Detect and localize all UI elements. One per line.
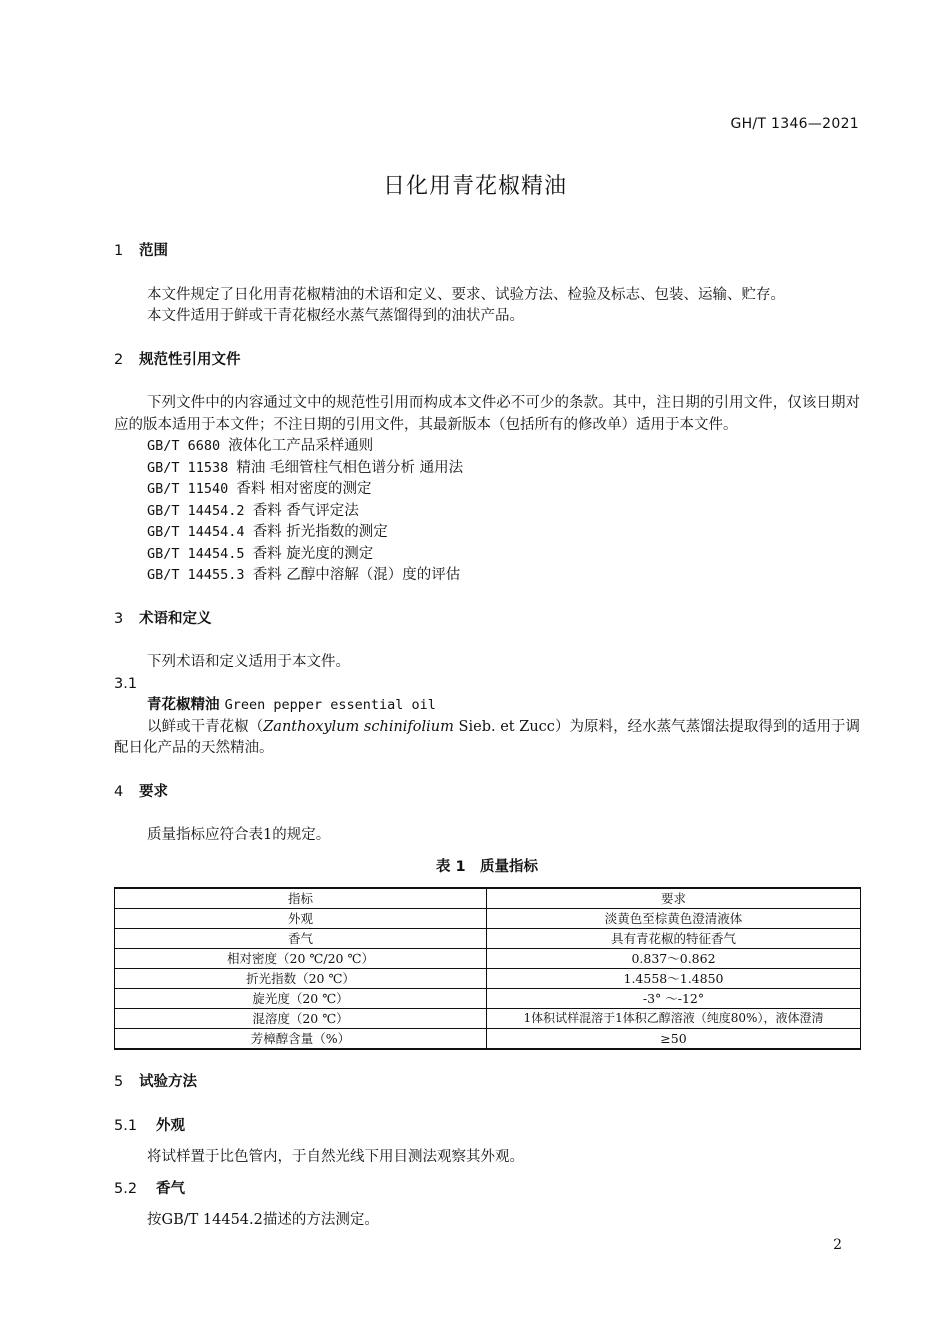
page-number: 2: [833, 1237, 842, 1253]
table-cell: 1.4558～1.4850: [487, 969, 861, 989]
quality-table: [114, 887, 861, 1050]
section-3-heading: [114, 609, 860, 631]
term-english: Green pepper essential oil: [224, 697, 436, 713]
section-1-heading: [114, 241, 860, 263]
table-cell: 芳樟醇含量（%）: [115, 1029, 487, 1050]
table-row: [115, 1009, 861, 1029]
section-2-heading: [114, 350, 860, 372]
standard-code: GH/T 1346—2021: [730, 116, 859, 132]
section-title: 要求: [139, 783, 168, 800]
reference-item: [114, 479, 860, 501]
section-4-heading: [114, 782, 860, 804]
table-row: [115, 1029, 861, 1050]
reference-item: [114, 565, 860, 587]
paragraph: 将试样置于比色管内，于自然光线下用目测法观察其外观。: [147, 1149, 524, 1165]
table-cell: 外观: [115, 909, 487, 929]
column-header: 指标: [115, 888, 487, 909]
reference-code: GB/T 14455.3: [147, 567, 245, 583]
section-title: 试验方法: [139, 1074, 197, 1090]
section-number: 1: [114, 243, 124, 259]
table-cell: 混溶度（20 ℃）: [115, 1009, 487, 1029]
table-row: [115, 929, 861, 949]
table-row: [115, 949, 861, 969]
subsection-5-2-heading: [114, 1179, 860, 1201]
subsection-5-1-heading: [114, 1116, 860, 1138]
reference-item: [114, 501, 860, 523]
section-number: 5: [114, 1074, 124, 1090]
subsection-number: 5.1: [114, 1117, 138, 1134]
document-body: [114, 241, 860, 1232]
table-cell: 旋光度（20 ℃）: [115, 989, 487, 1009]
table-cell: 相对密度（20 ℃/20 ℃）: [115, 949, 487, 969]
table-cell: 香气: [115, 929, 487, 949]
latin-name: Zanthoxylum schinifolium: [263, 718, 454, 735]
reference-item: [114, 544, 860, 566]
table-cell: 0.837～0.862: [487, 949, 861, 969]
reference-code: GB/T 6680: [147, 438, 221, 454]
reference-code: GB/T 11540: [147, 481, 229, 497]
table-cell: 淡黄色至棕黄色澄清液体: [487, 909, 861, 929]
table-cell: ≥50: [487, 1029, 861, 1050]
table-caption: 表 1 质量指标: [435, 858, 539, 875]
table-cell: 折光指数（20 ℃）: [115, 969, 487, 989]
reference-code: GB/T 11538: [147, 459, 229, 476]
paragraph: 按GB/T 14454.2描述的方法测定。: [147, 1212, 379, 1228]
reference-code: GB/T 14454.2: [147, 502, 245, 519]
subsection-title: 香气: [156, 1180, 185, 1197]
section-title: 范围: [139, 243, 168, 259]
table-row: [115, 989, 861, 1009]
table-cell: 1体积试样混溶于1体积乙醇溶液（纯度80%），液体澄清: [487, 1009, 861, 1029]
table-row: [115, 909, 861, 929]
section-number: 4: [114, 783, 124, 800]
reference-code: GB/T 14454.5: [147, 545, 245, 562]
section-number: 2: [114, 351, 124, 368]
reference-title: 香料 香气评定法: [252, 502, 359, 519]
paragraph: 下列术语和定义适用于本文件。: [147, 654, 350, 670]
column-header: 要求: [487, 888, 861, 909]
section-number: 3: [114, 610, 124, 627]
reference-item: [114, 436, 860, 458]
reference-item: [114, 458, 860, 480]
term-chinese: 青花椒精油: [147, 697, 220, 713]
table-cell: 具有青花椒的特征香气: [487, 929, 861, 949]
term-definition: 以鲜或干青花椒（Zanthoxylum schinifolium Sieb. et Zucc）为原料，经水蒸气蒸馏法提取得到的适用于调配日化产品的天然精油。: [114, 718, 861, 756]
section-title: 术语和定义: [139, 610, 212, 627]
section-title: 规范性引用文件: [139, 351, 241, 368]
term-number: 3.1: [114, 675, 138, 692]
reference-title: 香料 乙醇中溶解（混）度的评估: [252, 567, 461, 583]
paragraph: 本文件规定了日化用青花椒精油的术语和定义、要求、试验方法、检验及标志、包装、运输、贮存。: [147, 286, 785, 303]
paragraph: 本文件适用于鲜或干青花椒经水蒸气蒸馏得到的油状产品。: [147, 308, 524, 324]
paragraph: 下列文件中的内容通过文中的规范性引用而构成本文件必不可少的条款。其中，注日期的引用文件，仅该日期对应的版本适用于本文件；不注日期的引用文件，其最新版本（包括所有的修改单）适用于本文件。: [114, 395, 860, 433]
reference-code: GB/T 14454.4: [147, 524, 245, 540]
term-entry: [114, 695, 860, 717]
reference-item: [114, 522, 860, 544]
subsection-title: 外观: [156, 1117, 185, 1134]
paragraph: 质量指标应符合表1的规定。: [147, 827, 331, 843]
section-5-heading: [114, 1072, 860, 1094]
table-row: [115, 969, 861, 989]
reference-title: 香料 旋光度的测定: [252, 545, 374, 562]
document-title: 日化用青花椒精油: [382, 174, 567, 199]
reference-title: 香料 相对密度的测定: [236, 481, 372, 497]
reference-title: 精油 毛细管柱气相色谱分析 通用法: [236, 459, 464, 476]
table-cell: -3° ～-12°: [487, 989, 861, 1009]
reference-title: 液体化工产品采样通则: [228, 438, 374, 454]
reference-title: 香料 折光指数的测定: [252, 524, 388, 540]
subsection-number: 5.2: [114, 1180, 138, 1197]
table-header-row: [115, 888, 861, 909]
